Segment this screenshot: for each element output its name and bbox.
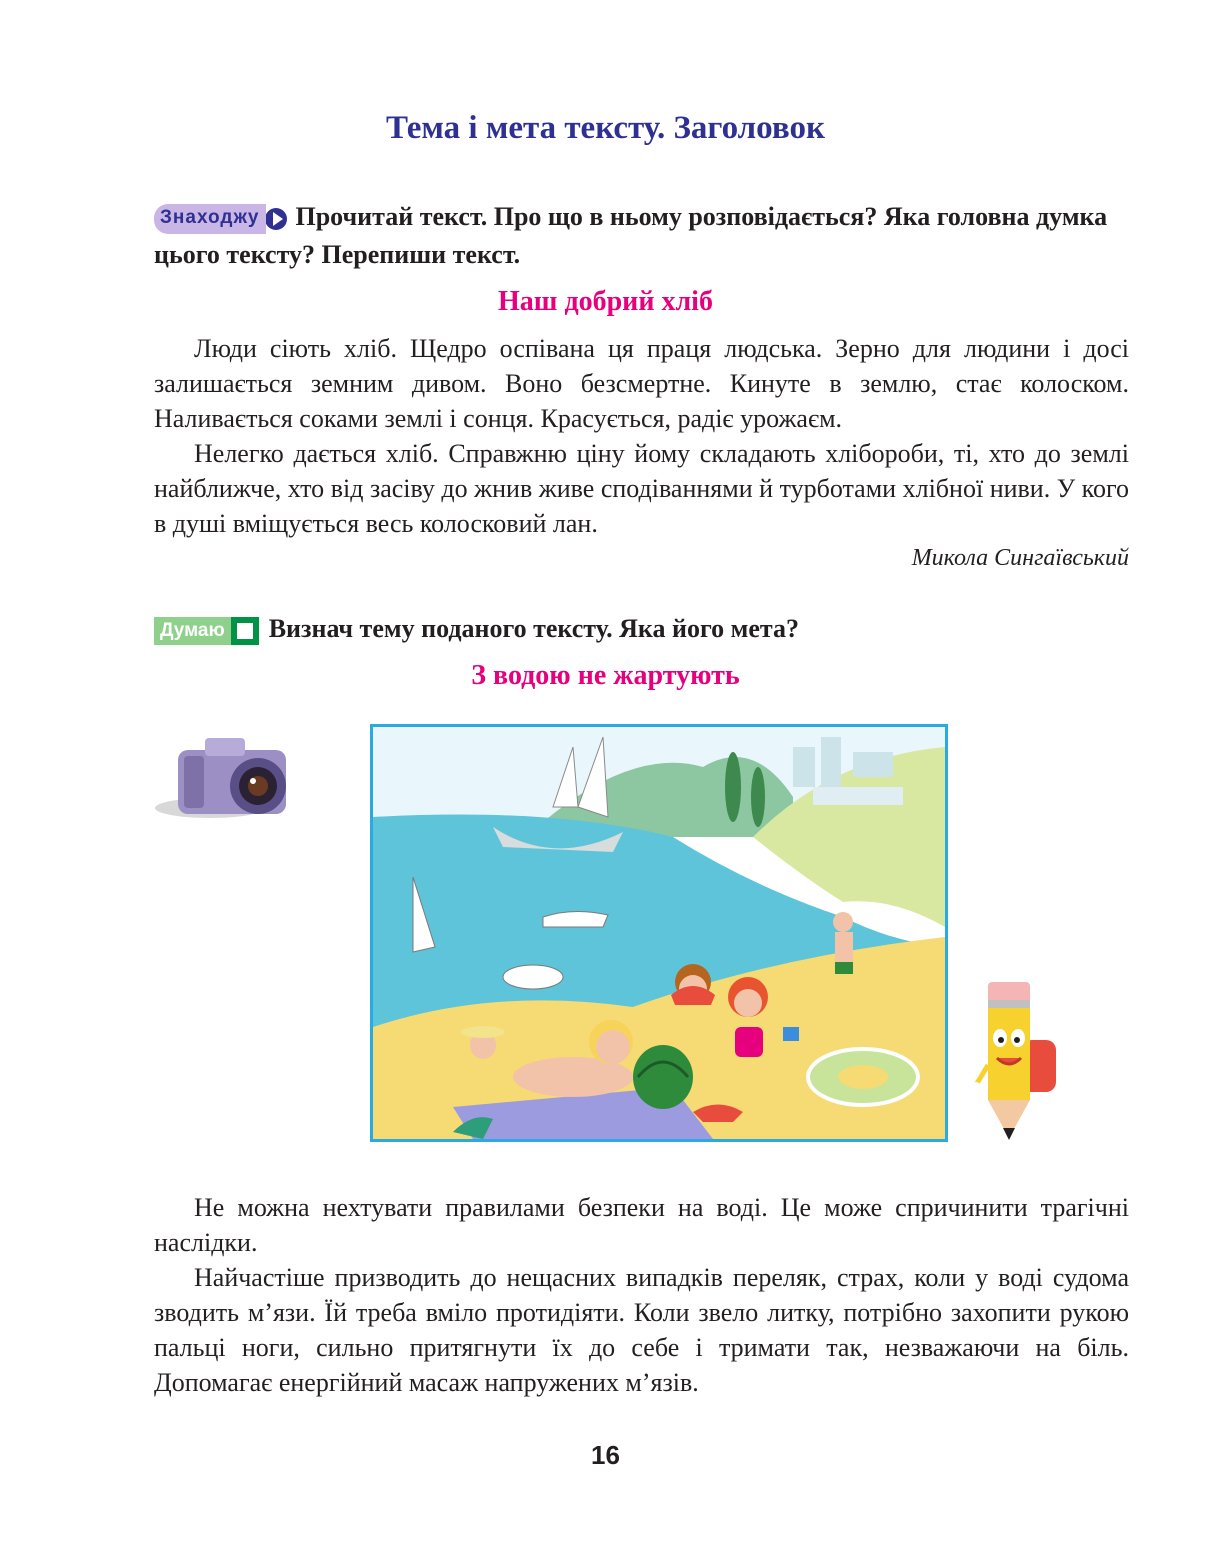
task-think-text: Визнач тему поданого тексту. Яка його мета? bbox=[268, 614, 799, 643]
square-icon bbox=[231, 617, 259, 645]
page-number: 16 bbox=[591, 1440, 620, 1470]
story1-text bbox=[154, 331, 1129, 541]
story1-paragraph-2: Нелегко дається хліб. Справжню ціну йому складають хлібороби, ті, хто до землі найближче, хто від засіву до жнив живе сподіваннями й турботами хлібної ниви. У кого в душі вміщується весь колосковий лан. bbox=[154, 439, 1129, 538]
story2-paragraph-2: Найчастіше призводить до нещасних випадків переляк, страх, коли у воді судома зводить м’язи. Їй треба вміло протидіяти. Коли звело литку, потрібно захопити рукою пальці ноги, сильно притягнути їх до себе і тримати так, незважаючи на біль. Допомагає енергійний масаж напружених м’язів. bbox=[154, 1263, 1129, 1397]
story2-paragraph-1: Не можна нехтувати правилами безпеки на воді. Це може спричинити трагічні наслідки. bbox=[154, 1193, 1129, 1257]
task-find-text: Прочитай текст. Про що в ньому розповідається? Яка головна думка цього тексту? Перепиши текст. bbox=[154, 202, 1108, 269]
task-find bbox=[154, 198, 1129, 274]
camera-icon bbox=[150, 730, 300, 830]
story1-author: Микола Сингаївський bbox=[911, 545, 1129, 571]
play-arrow-icon bbox=[266, 205, 290, 233]
page-title: Тема і мета тексту. Заголовок bbox=[386, 110, 825, 146]
badge-find: Знаходжу bbox=[154, 204, 266, 234]
story1-title: Наш добрий хліб bbox=[498, 286, 713, 317]
pencil-mascot-icon bbox=[970, 970, 1060, 1145]
story1-paragraph-1: Люди сіють хліб. Щедро оспівана ця праця людська. Зерно для людини і досі залишається земним дивом. Воно безсмертне. Кинуте в землю, стає колоском. Наливається соками землі і сонця. Красується, радіє урожаєм. bbox=[154, 334, 1129, 433]
story2-text bbox=[154, 1190, 1129, 1400]
story2-title: З водою не жартують bbox=[471, 660, 740, 691]
task-think bbox=[154, 610, 1129, 648]
badge-think: Думаю bbox=[154, 617, 231, 645]
beach-scene-illustration bbox=[370, 724, 948, 1142]
